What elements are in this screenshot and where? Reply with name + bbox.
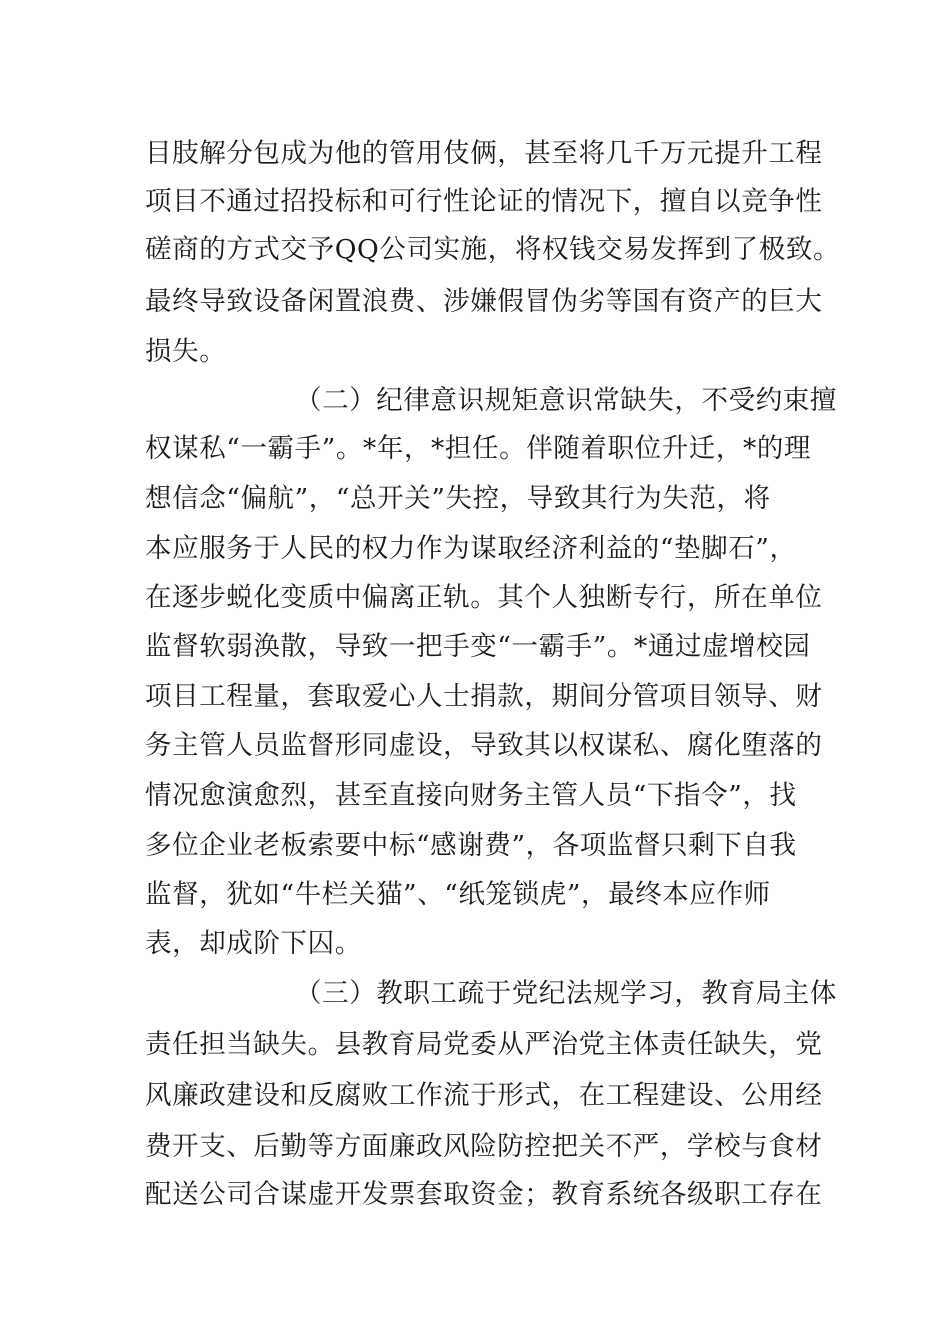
paragraph-line: 监督软弱涣散，导致一把手变“一霸手”。*通过虚增校园 (145, 631, 811, 662)
paragraph-line: 损失。 (145, 336, 227, 367)
section-heading-3: （三）教职工疏于党纪法规学习，教育局主体 (295, 978, 837, 1009)
paragraph-line: 情况愈演愈烈，甚至直接向财务主管人员“下指令”，找 (145, 780, 797, 811)
paragraph-line: 最终导致设备闲置浪费、涉嫌假冒伪劣等国有资产的巨大 (145, 286, 823, 317)
paragraph-line: 务主管人员监督形同虚设，导致其以权谋私、腐化堕落的 (145, 730, 823, 761)
paragraph-line: 费开支、后勤等方面廉政风险防控把关不严，学校与食材 (145, 1131, 823, 1162)
paragraph-line: 配送公司合谋虚开发票套取资金；教育系统各级职工存在 (145, 1179, 823, 1210)
paragraph-line: 多位企业老板索要中标“感谢费”，各项监督只剩下自我 (145, 830, 797, 861)
paragraph-line: 目肢解分包成为他的管用伎俩，甚至将几千万元提升工程 (145, 138, 823, 169)
paragraph-line: 权谋私“一霸手”。*年，*担任。伴随着职位升迁，*的理 (145, 433, 812, 464)
paragraph-line: 风廉政建设和反腐败工作流于形式，在工程建设、公用经 (145, 1080, 823, 1111)
section-heading-2: （二）纪律意识规矩意识常缺失，不受约束擅 (295, 385, 837, 416)
paragraph-line: 磋商的方式交予QQ公司实施，将权钱交易发挥到了极致。 (145, 234, 841, 265)
paragraph-line: 责任担当缺失。县教育局党委从严治党主体责任缺失，党 (145, 1029, 823, 1060)
paragraph-line: 项目工程量，套取爱心人士捐款，期间分管项目领导、财 (145, 681, 823, 712)
paragraph-line: 表，却成阶下囚。 (145, 928, 362, 959)
paragraph-line: 项目不通过招投标和可行性论证的情况下，擅自以竞争性 (145, 186, 823, 217)
paragraph-line: 在逐步蜕化变质中偏离正轨。其个人独断专行，所在单位 (145, 582, 823, 613)
paragraph-line: 监督，犹如“牛栏关猫”、“纸笼锁虎”，最终本应作师 (145, 879, 771, 910)
paragraph-line: 本应服务于人民的权力作为谋取经济利益的“垫脚石”， (145, 533, 797, 564)
paragraph-line: 想信念“偏航”，“总开关”失控，导致其行为失范，将 (145, 483, 771, 514)
